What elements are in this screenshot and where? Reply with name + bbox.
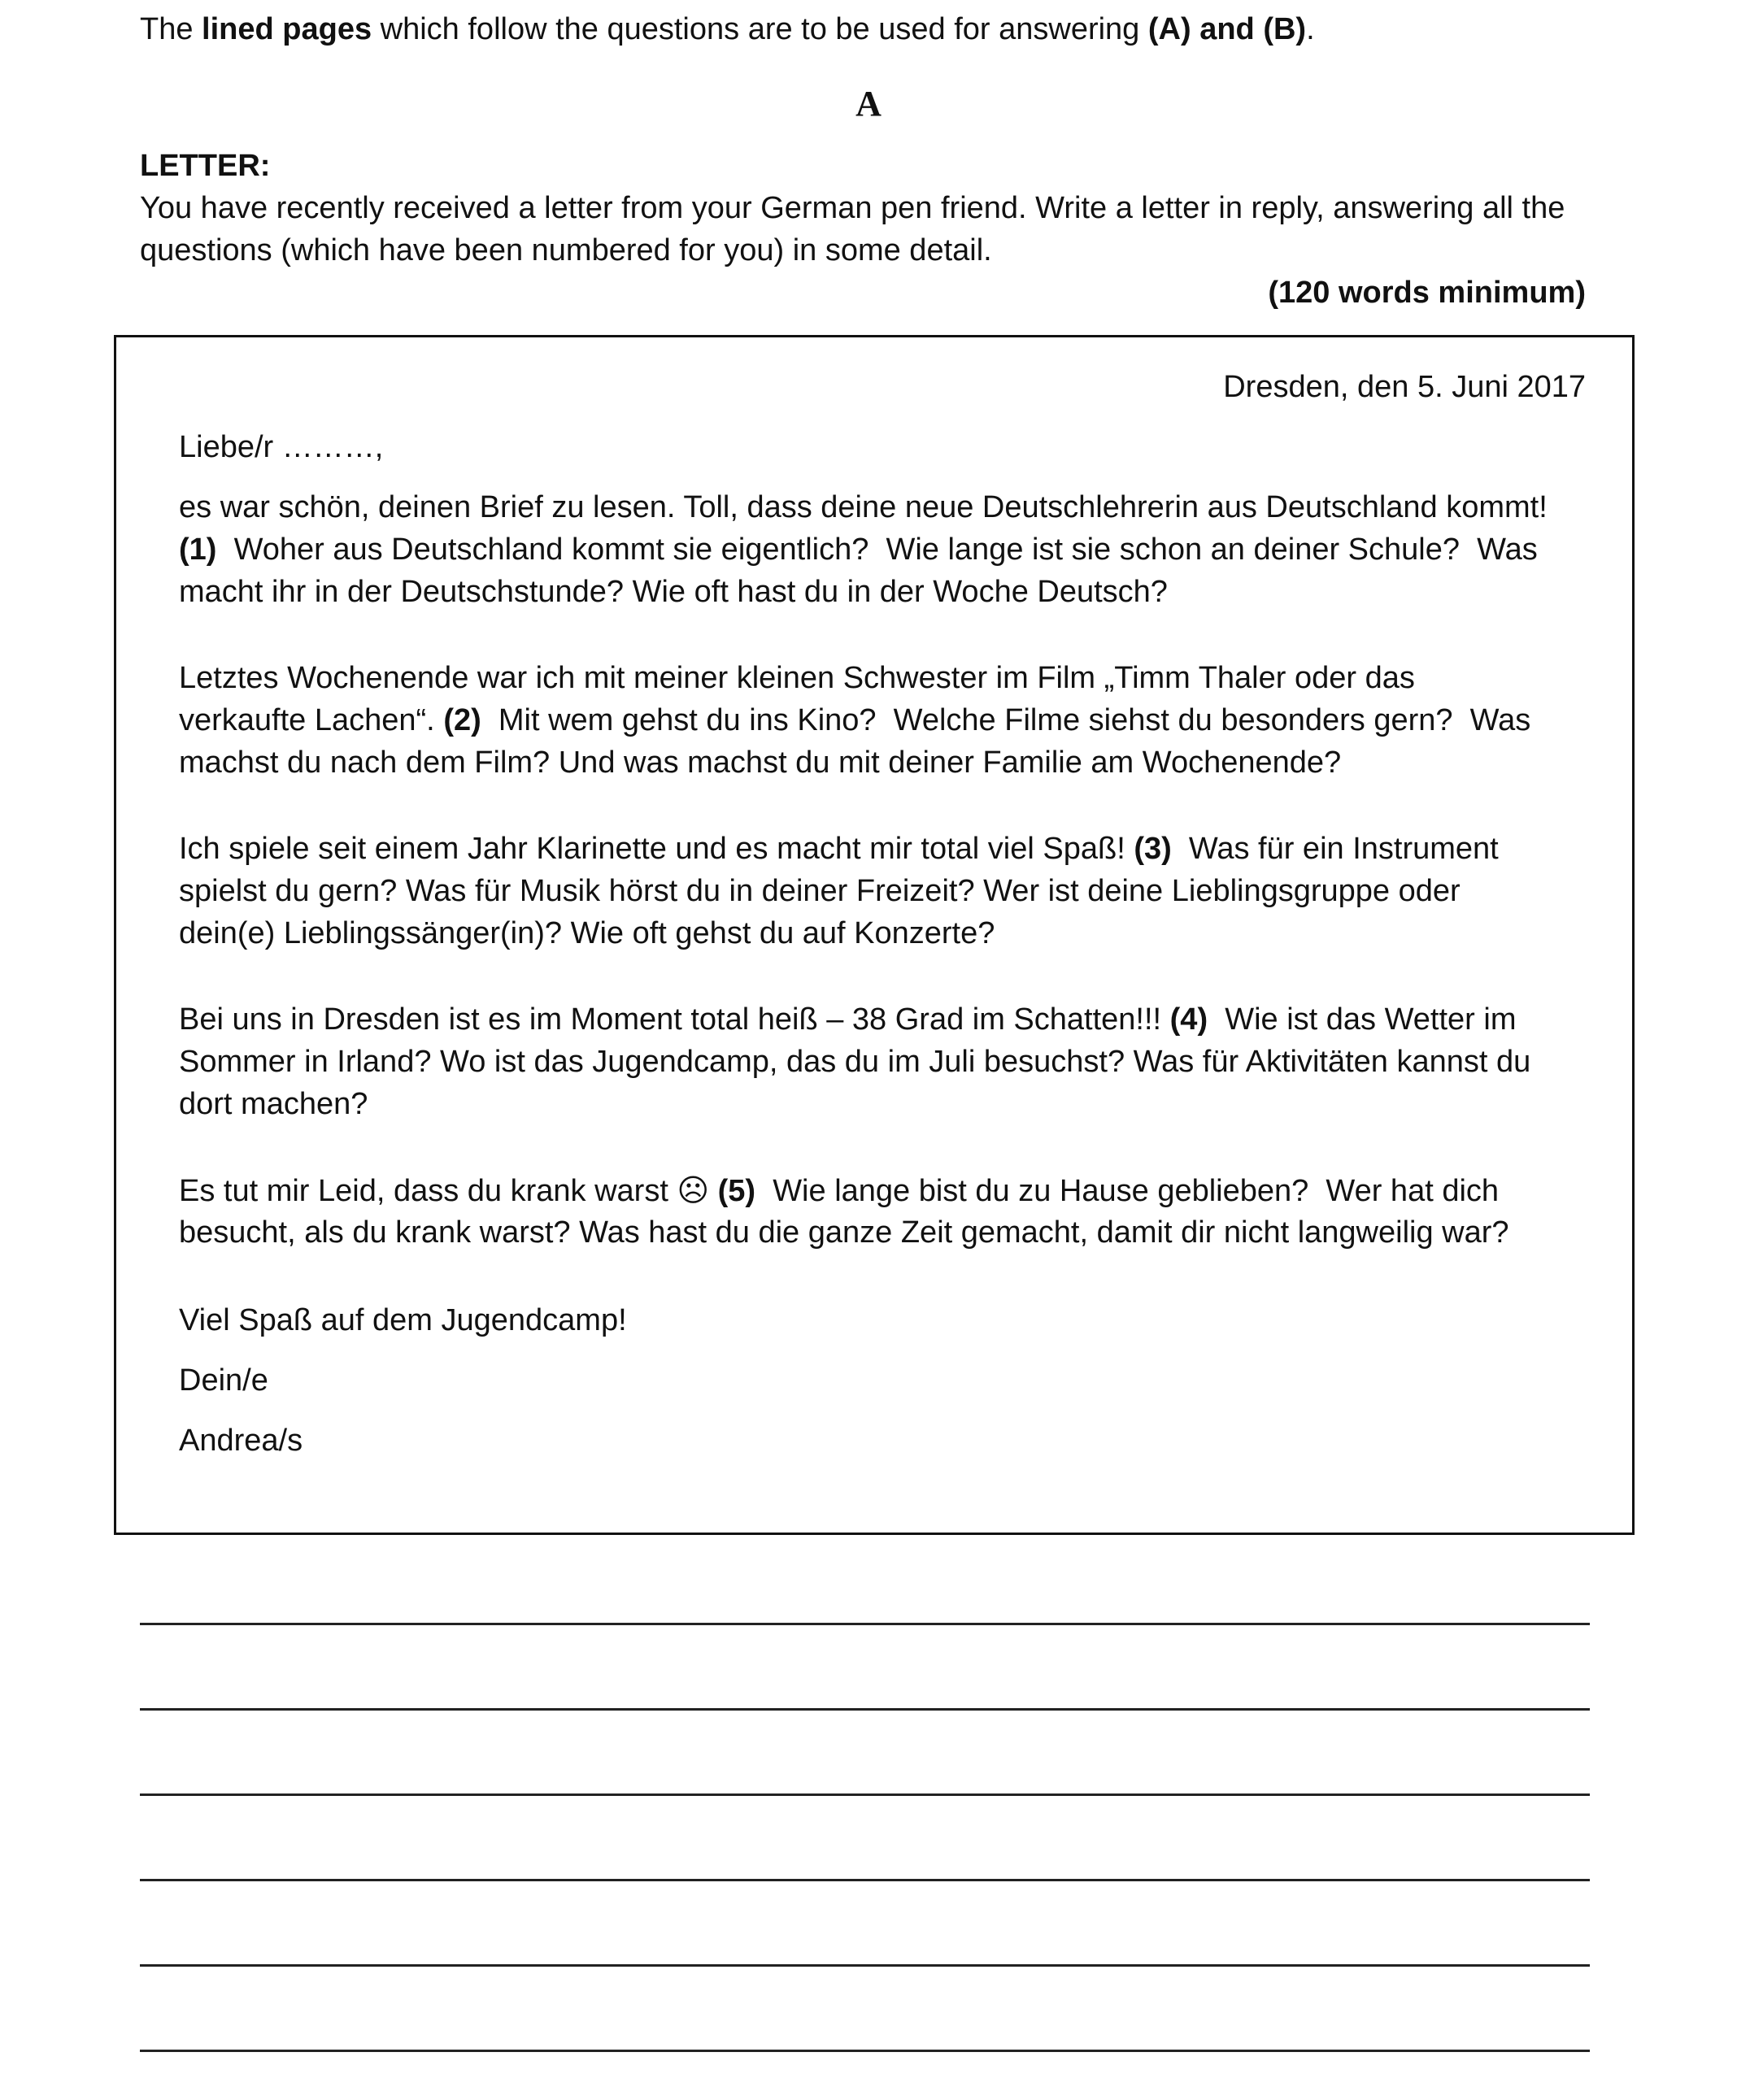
paragraph-3-line-1-text: Was für ein Instrument <box>1171 832 1499 866</box>
paragraph-4-line-1 <box>179 998 1516 1041</box>
task-label: LETTER: <box>140 149 271 183</box>
paragraph-3-line-1-pre: Ich spiele seit einem Jahr Klarinette und es macht mir total viel Spaß! <box>179 832 1134 866</box>
question-number-2: (2) <box>443 703 481 737</box>
paragraph-3-line-3: dein(e) Lieblingssänger(in)? Wie oft gehst du auf Konzerte? <box>179 916 995 950</box>
paragraph-1-line-3: macht ihr in der Deutschstunde? Wie oft hast du in der Woche Deutsch? <box>179 575 1168 609</box>
paragraph-5-line-1 <box>179 1169 1499 1212</box>
question-number-1: (1) <box>179 533 217 567</box>
answer-line[interactable] <box>140 1623 1590 1625</box>
paragraph-2-line-3: machst du nach dem Film? Und was machst du mit deiner Familie am Wochenende? <box>179 746 1342 780</box>
paragraph-4-line-3: dort machen? <box>179 1087 368 1121</box>
answer-line[interactable] <box>140 1708 1590 1711</box>
question-number-3: (3) <box>1134 832 1172 866</box>
question-number-5: (5) <box>709 1174 756 1208</box>
paragraph-2-line-2-text: Mit wem gehst du ins Kino? Welche Filme siehst du besonders gern? Was <box>481 703 1531 737</box>
paragraph-5-line-2: besucht, als du krank warst? Was hast du die ganze Zeit gemacht, damit dir nicht langweilig war? <box>179 1215 1509 1250</box>
letter-date: Dresden, den 5. Juni 2017 <box>1223 370 1586 404</box>
section-heading: A <box>855 84 882 124</box>
intro-end: . <box>1306 12 1315 46</box>
word-count-requirement: (120 words minimum) <box>1268 276 1586 310</box>
letter-closing: Viel Spaß auf dem Jugendcamp! <box>179 1303 627 1337</box>
letter-greeting: Liebe/r ………, <box>179 430 384 464</box>
paragraph-1-line-1: es war schön, deinen Brief zu lesen. Toll, dass deine neue Deutschlehrerin aus Deutschland kommt! <box>179 490 1548 524</box>
paragraph-1-line-2 <box>179 528 1538 571</box>
intro-pre: The <box>140 12 202 46</box>
paragraph-2-line-2 <box>179 699 1530 741</box>
intro-bold-a-and-b: (A) and (B) <box>1147 12 1307 46</box>
paragraph-5-line-1-pre: Es tut mir Leid, dass du krank warst <box>179 1174 677 1208</box>
intro-bold-lined-pages: lined pages <box>202 12 372 46</box>
paragraph-4-line-1-text: Wie ist das Wetter im <box>1208 1002 1517 1037</box>
intro-mid: which follow the questions are to be used for answering <box>372 12 1148 46</box>
paragraph-1-line-2-text: Woher aus Deutschland kommt sie eigentlich? Wie lange ist sie schon an deiner Schule? Was <box>216 533 1538 567</box>
paragraph-4-line-2: Sommer in Irland? Wo ist das Jugendcamp, das du im Juli besuchst? Was für Aktivitäten kannst du <box>179 1045 1531 1079</box>
answer-line[interactable] <box>140 1964 1590 1967</box>
letter-signoff: Dein/e <box>179 1363 268 1398</box>
task-description-line1: You have recently received a letter from your German pen friend. Write a letter in reply, answering all the <box>140 191 1565 225</box>
paragraph-2-line-2-pre: verkaufte Lachen“. <box>179 703 444 737</box>
answer-line[interactable] <box>140 1879 1590 1881</box>
paragraph-5-line-1-text: Wie lange bist du zu Hause geblieben? Wer hat dich <box>755 1174 1500 1208</box>
paragraph-3-line-2: spielst du gern? Was für Musik hörst du in deiner Freizeit? Wer ist deine Lieblingsgruppe oder <box>179 874 1461 908</box>
letter-signature: Andrea/s <box>179 1424 303 1458</box>
answer-line[interactable] <box>140 2050 1590 2052</box>
task-description-line2: questions (which have been numbered for you) in some detail. <box>140 233 992 267</box>
answer-line[interactable] <box>140 1793 1590 1796</box>
paragraph-3-line-1 <box>179 828 1499 870</box>
question-number-4: (4) <box>1169 1002 1208 1037</box>
instructions-text <box>140 8 1315 50</box>
paragraph-2-line-1: Letztes Wochenende war ich mit meiner kleinen Schwester im Film „Timm Thaler oder das <box>179 661 1415 695</box>
paragraph-4-line-1-pre: Bei uns in Dresden ist es im Moment total heiß – 38 Grad im Schatten!!! <box>179 1002 1170 1037</box>
sad-face-icon: ☹ <box>677 1172 710 1208</box>
